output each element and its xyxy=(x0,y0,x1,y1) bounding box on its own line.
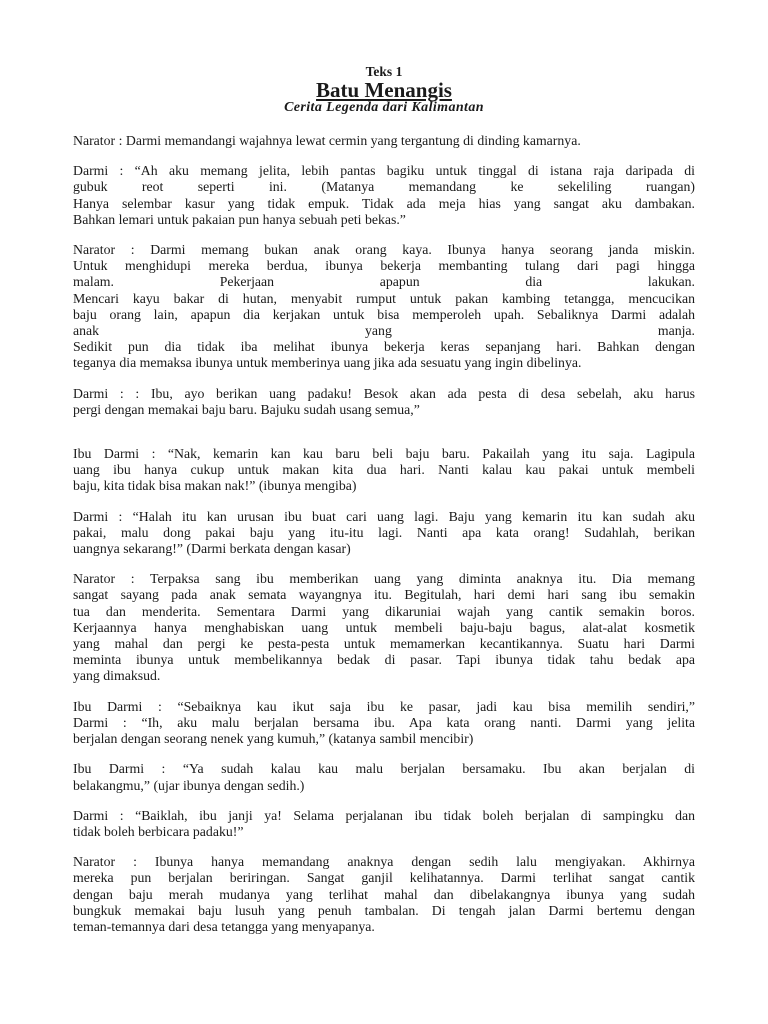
text-line: uangnya sekarang!” (Darmi berkata dengan kasar) xyxy=(73,541,351,557)
text-line: teganya dia memaksa ibunya untuk memberinya uang jika ada sesuatu yang ingin dibelinya. xyxy=(73,355,582,371)
text-line: uang ibu hanya cukup untuk makan kita dua hari. Nanti kalau kau pakai untuk membeli xyxy=(73,462,695,478)
text-line: berjalan dengan seorang nenek yang kumuh,” (katanya sambil mencibir) xyxy=(73,731,474,747)
text-line: Darmi : : Ibu, ayo berikan uang padaku! Besok akan ada pesta di desa sebelah, aku harus xyxy=(73,385,695,401)
text-line: Narator : Darmi memang bukan anak orang kaya. Ibunya hanya seorang janda miskin. xyxy=(73,242,695,258)
story-title: Batu Menangis xyxy=(316,78,452,102)
text-line: Bahkan lemari untuk pakaian pun hanya sebuah peti bekas.” xyxy=(73,211,406,227)
text-line: Ibu Darmi : “Nak, kemarin kan kau baru beli baju baru. Pakailah yang itu saja. Lagipula xyxy=(73,446,695,462)
text-line: sangat sayang pada anak semata wayangnya itu. Begitulah, hari demi hari sang ibu semakin xyxy=(73,587,695,603)
text-line: bungkuk memakai baju lusuh yang penuh tambalan. Di tengah jalan Darmi bertemu dengan xyxy=(73,902,695,918)
text-line: baju, kita tidak bisa makan nak!” (ibunya mengiba) xyxy=(73,478,357,494)
text-line: Sedikit pun dia tidak iba melihat ibunya bekerja keras sepanjang hari. Bahkan dengan xyxy=(73,339,695,355)
text-line: Darmi : “Ah aku memang jelita, lebih pantas bagiku untuk tinggal di istana raja daripada di xyxy=(73,163,695,179)
text-line: malam. Pekerjaan apapun dia lakukan. xyxy=(73,274,695,290)
text-line: gubuk reot seperti ini. (Matanya memandang ke sekeliling ruangan) xyxy=(73,179,695,195)
text-line: baju orang lain, apapun dia kerjakan untuk bisa memperoleh upah. Sebaliknya Darmi adalah xyxy=(73,306,695,322)
text-line: Narator : Darmi memandangi wajahnya lewat cermin yang tergantung di dinding kamarnya. xyxy=(73,133,581,148)
story-paragraph xyxy=(73,808,695,840)
text-line: Hanya selembar kasur yang tidak empuk. Tidak ada meja hias yang sangat aku dambakan. xyxy=(73,195,695,211)
story-paragraph xyxy=(73,386,695,418)
text-line: tidak boleh berbicara padaku!” xyxy=(73,823,244,839)
text-line: anak yang manja. xyxy=(73,323,695,339)
story-paragraph xyxy=(73,854,695,935)
story-paragraph xyxy=(73,163,695,228)
text-line: Darmi : “Baiklah, ibu janji ya! Selama perjalanan ibu tidak boleh berjalan di sampingku dan xyxy=(73,807,695,823)
text-line: dengan baju merah mudanya yang terlihat mahal dan dibelakangnya ibunya yang sudah xyxy=(73,886,695,902)
text-line: tua dan menderita. Sementara Darmi yang dikaruniai wajah yang cantik semakin boros. xyxy=(73,603,695,619)
text-line: Darmi : “Ih, aku malu berjalan bersama ibu. Apa kata orang nanti. Darmi yang jelita xyxy=(73,714,695,730)
story-paragraph xyxy=(73,699,695,748)
text-line: Ibu Darmi : “Ya sudah kalau kau malu berjalan bersamaku. Ibu akan berjalan di xyxy=(73,761,695,777)
text-line: teman-temannya dari desa tetangga yang menyapanya. xyxy=(73,918,375,934)
text-line: belakangmu,” (ujar ibunya dengan sedih.) xyxy=(73,777,305,793)
text-line: pakai, malu dong pakai baju yang itu-itu lagi. Nanti apa kata orang! Sudahlah, berikan xyxy=(73,524,695,540)
text-line: Darmi : “Halah itu kan urusan ibu buat cari uang lagi. Baju yang kemarin itu kan sudah aku xyxy=(73,508,695,524)
text-line: yang mahal dan pergi ke pesta-pesta untuk memamerkan kecantikannya. Suatu hari Darmi xyxy=(73,636,695,652)
text-line: Kerjaannya hanya menghabiskan uang untuk membeli baju-baju bagus, alat-alat kosmetik xyxy=(73,619,695,635)
text-line: mereka pun berjalan beriringan. Sangat ganjil kelihatannya. Darmi terlihat sangat cantik xyxy=(73,870,695,886)
text-line: Narator : Terpaksa sang ibu memberikan uang yang diminta anaknya itu. Dia memang xyxy=(73,571,695,587)
story-paragraph xyxy=(73,446,695,495)
text-line: Mencari kayu bakar di hutan, menyabit rumput untuk pakan kambing tetangga, mencucikan xyxy=(73,290,695,306)
story-paragraph xyxy=(73,133,695,149)
text-line: yang dimaksud. xyxy=(73,668,161,684)
story-paragraph xyxy=(73,242,695,372)
story-subtitle: Cerita Legenda dari Kalimantan xyxy=(284,100,484,115)
text-line: meminta ibunya untuk membelikannya bedak di pasar. Tapi ibunya tidak tahu bedak apa xyxy=(73,652,695,668)
text-label: Teks 1 xyxy=(365,64,403,79)
text-line: Untuk menghidupi mereka berdua, ibunya bekerja membanting tulang dari pagi hingga xyxy=(73,258,695,274)
text-line: Ibu Darmi : “Sebaiknya kau ikut saja ibu ke pasar, jadi kau bisa memilih sendiri,” xyxy=(73,698,695,714)
text-line: pergi dengan memakai baju baru. Bajuku sudah usang semua,” xyxy=(73,401,420,417)
story-paragraph xyxy=(73,761,695,793)
text-line: Narator : Ibunya hanya memandang anaknya dengan sedih lalu mengiyakan. Akhirnya xyxy=(73,854,695,870)
story-paragraph xyxy=(73,571,695,684)
story-body xyxy=(73,133,695,935)
story-paragraph xyxy=(73,509,695,558)
